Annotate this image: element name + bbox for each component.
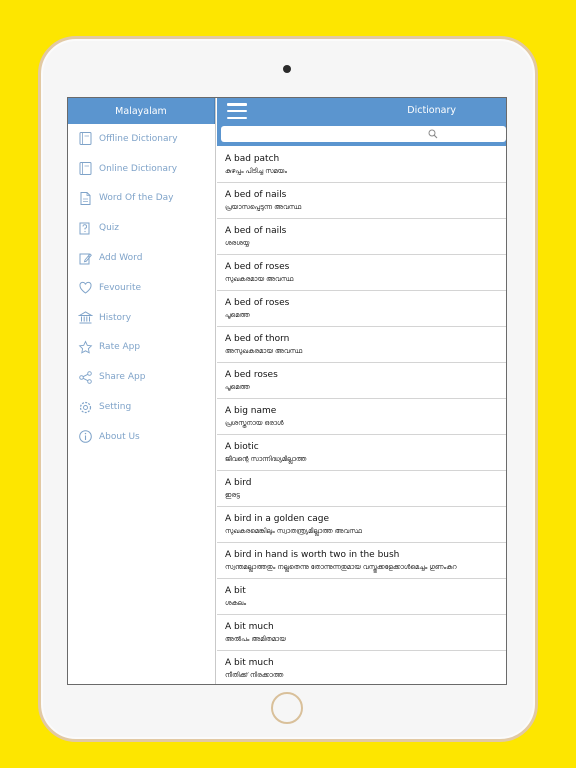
word-english: A bit much [225, 658, 274, 668]
list-item[interactable] [217, 219, 506, 255]
sidebar-item-word-of-the-day[interactable] [68, 184, 215, 214]
word-english: A bed roses [225, 370, 278, 380]
home-button[interactable] [271, 692, 303, 724]
list-item[interactable] [217, 147, 506, 183]
list-item[interactable] [217, 651, 506, 684]
sidebar-item-fevourite[interactable] [68, 273, 215, 303]
list-item[interactable] [217, 435, 506, 471]
sidebar-item-online-dictionary[interactable] [68, 154, 215, 184]
word-malayalam: സുഖകരമെങ്കിലും സ്വാതന്ത്ര്യമില്ലാത്ത അവസ്ഥ [225, 527, 362, 535]
camera-dot [283, 65, 291, 73]
word-malayalam: അൽപം അമിതമായ [225, 635, 286, 643]
sidebar-item-label: Online Dictionary [99, 163, 178, 174]
app-screen [67, 97, 507, 685]
list-item[interactable] [217, 255, 506, 291]
list-item[interactable] [217, 615, 506, 651]
sidebar-item-label: History [99, 312, 132, 323]
word-english: A bed of roses [225, 298, 290, 308]
word-english: A bad patch [225, 154, 280, 164]
search-box [221, 126, 506, 142]
search-icon[interactable] [428, 129, 438, 139]
quiz-icon [78, 221, 93, 236]
word-english: A biotic [225, 442, 259, 452]
list-item[interactable] [217, 471, 506, 507]
word-malayalam: പ്രശസ്തനായ ഒരാൾ [225, 419, 284, 427]
sidebar-item-history[interactable] [68, 303, 215, 333]
page-title: Dictionary [407, 105, 456, 116]
sidebar-item-label: Quiz [99, 223, 120, 234]
word-malayalam: പൂമെത്ത [225, 311, 250, 319]
word-english: A bird in a golden cage [225, 514, 330, 524]
hamburger-icon[interactable] [227, 103, 247, 119]
sidebar-item-setting[interactable] [68, 392, 215, 422]
word-malayalam: സുഖകരമായ അവസ്ഥ [225, 275, 294, 283]
list-item[interactable] [217, 579, 506, 615]
gear-icon [78, 400, 93, 415]
book-icon [78, 161, 93, 176]
edit-icon [78, 251, 93, 266]
search-input[interactable] [221, 126, 506, 142]
sidebar-item-quiz[interactable] [68, 213, 215, 243]
sidebar-title: Malayalam [68, 98, 215, 124]
word-malayalam: അസുഖകരമായ അവസ്ഥ [225, 347, 303, 355]
word-malayalam: നീതിക്ക് നിരക്കാത്ത [225, 671, 284, 679]
sidebar-item-about-us[interactable] [68, 422, 215, 452]
word-english: A big name [225, 406, 277, 416]
word-malayalam: ശകലം [225, 599, 247, 607]
word-english: A bird [225, 478, 252, 488]
word-malayalam: കുഴപ്പം പിടിച്ച സമയം [225, 167, 287, 175]
sidebar-item-share-app[interactable] [68, 362, 215, 392]
sidebar-item-label: Fevourite [99, 282, 142, 293]
word-english: A bit [225, 586, 246, 596]
word-malayalam: ശരശയ്യ [225, 239, 250, 247]
list-item[interactable] [217, 543, 506, 579]
word-malayalam: പ്രയാസപ്പെടുന്ന അവസ്ഥ [225, 203, 302, 211]
sidebar-item-label: About Us [99, 431, 140, 442]
word-list [217, 147, 506, 684]
sidebar-item-label: Share App [99, 372, 146, 383]
word-english: A bit much [225, 622, 274, 632]
sidebar-item-offline-dictionary[interactable] [68, 124, 215, 154]
book-icon [78, 131, 93, 146]
word-english: A bed of thorn [225, 334, 290, 344]
list-item[interactable] [217, 399, 506, 435]
sidebar-item-label: Word Of the Day [99, 193, 174, 204]
top-bar [217, 98, 506, 124]
word-english: A bed of nails [225, 226, 287, 236]
word-malayalam: ജീവന്റെ സാന്നിദ്ധ്യമില്ലാത്ത [225, 455, 307, 463]
list-item[interactable] [217, 183, 506, 219]
sidebar-item-rate-app[interactable] [68, 333, 215, 363]
heart-icon [78, 280, 93, 295]
share-icon [78, 370, 93, 385]
list-item[interactable] [217, 291, 506, 327]
document-icon [78, 191, 93, 206]
sidebar-item-label: Setting [99, 402, 132, 413]
word-english: A bird in hand is worth two in the bush [225, 550, 400, 560]
word-malayalam: പൂമെത്ത [225, 383, 250, 391]
search-bar [217, 124, 506, 146]
sidebar [68, 98, 216, 684]
sidebar-item-label: Add Word [99, 253, 143, 264]
star-icon [78, 340, 93, 355]
word-english: A bed of nails [225, 190, 287, 200]
word-english: A bed of roses [225, 262, 290, 272]
word-malayalam: ഇരട്ട [225, 491, 240, 499]
info-icon [78, 429, 93, 444]
word-malayalam: സ്വന്തമല്ലാത്തതും നല്ലതെന്നു തോന്നുന്നതുമായ വസ്തുക്കളേക്കാൾമെച്ചം ഗുണംകുറ [225, 563, 457, 571]
sidebar-item-label: Rate App [99, 342, 141, 353]
main-panel [217, 98, 506, 684]
sidebar-item-label: Offline Dictionary [99, 133, 178, 144]
list-item[interactable] [217, 363, 506, 399]
bank-icon [78, 310, 93, 325]
sidebar-item-add-word[interactable] [68, 243, 215, 273]
list-item[interactable] [217, 327, 506, 363]
list-item[interactable] [217, 507, 506, 543]
